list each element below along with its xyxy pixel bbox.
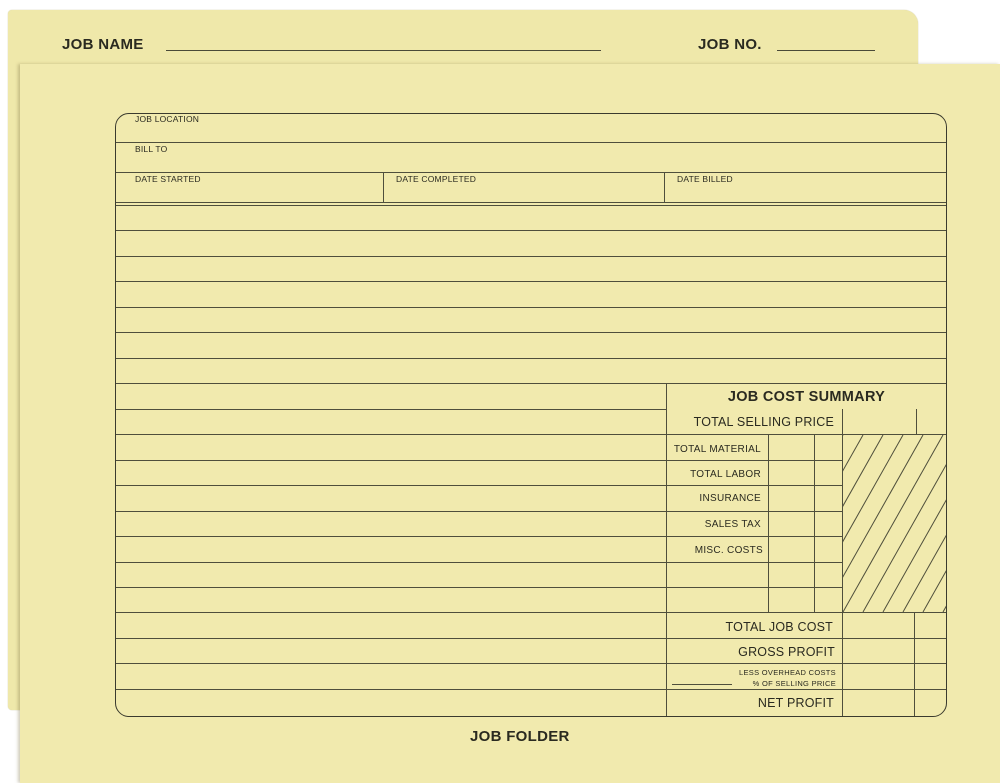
summary-title: JOB COST SUMMARY [727, 389, 886, 405]
bottom-col-divider-1 [842, 612, 843, 716]
tsp-divider-2 [916, 409, 917, 434]
tsp-divider-1 [842, 409, 843, 434]
note-line[interactable] [116, 307, 946, 308]
date-completed-label: DATE COMPLETED [396, 174, 477, 184]
cost-col-divider-2 [814, 434, 815, 612]
note-line[interactable] [116, 256, 946, 257]
job-folder-title: JOB FOLDER [470, 728, 570, 745]
total-material-label: TOTAL MATERIAL [673, 444, 761, 455]
note-line[interactable] [116, 638, 946, 639]
note-line[interactable] [116, 689, 946, 690]
note-line[interactable] [116, 230, 946, 231]
total-selling-price-label: TOTAL SELLING PRICE [693, 415, 834, 429]
date-divider-1 [383, 172, 384, 202]
bill-to-label: BILL TO [135, 144, 168, 154]
note-line[interactable] [116, 485, 842, 486]
note-line[interactable] [116, 409, 666, 410]
job-location-rule [116, 142, 946, 143]
pct-selling-price-label: % OF SELLING PRICE [752, 679, 836, 688]
note-line[interactable] [116, 663, 946, 664]
dates-rule [116, 202, 946, 203]
net-profit-label: NET PROFIT [757, 696, 834, 710]
cost-col-divider-1 [768, 434, 769, 612]
note-line[interactable] [116, 383, 946, 384]
summary-left-border [666, 383, 667, 716]
total-labor-label: TOTAL LABOR [690, 469, 761, 480]
note-line[interactable] [116, 536, 842, 537]
date-started-label: DATE STARTED [135, 174, 201, 184]
note-line[interactable] [116, 281, 946, 282]
job-no-label: JOB NO. [698, 36, 762, 53]
job-location-label: JOB LOCATION [135, 114, 200, 124]
bill-to-rule [116, 172, 946, 173]
date-divider-2 [664, 172, 665, 202]
dates-rule-double [116, 205, 946, 206]
note-line[interactable] [116, 612, 946, 613]
misc-costs-label: MISC. COSTS [694, 545, 763, 556]
note-line[interactable] [116, 587, 842, 588]
sales-tax-label: SALES TAX [704, 519, 761, 530]
hatched-area [843, 435, 946, 612]
note-line[interactable] [116, 358, 946, 359]
note-line[interactable] [116, 511, 842, 512]
less-overhead-label: LESS OVERHEAD COSTS [739, 668, 836, 677]
note-line[interactable] [116, 460, 842, 461]
gross-profit-label: GROSS PROFIT [738, 645, 835, 659]
date-billed-label: DATE BILLED [677, 174, 733, 184]
job-name-label: JOB NAME [62, 36, 144, 53]
job-name-line[interactable] [166, 50, 601, 51]
job-no-line[interactable] [777, 50, 875, 51]
insurance-label: INSURANCE [699, 493, 761, 504]
note-line[interactable] [116, 434, 946, 435]
total-job-cost-label: TOTAL JOB COST [725, 620, 833, 634]
note-line[interactable] [116, 562, 842, 563]
note-line[interactable] [116, 332, 946, 333]
bottom-col-divider-2 [914, 612, 915, 716]
